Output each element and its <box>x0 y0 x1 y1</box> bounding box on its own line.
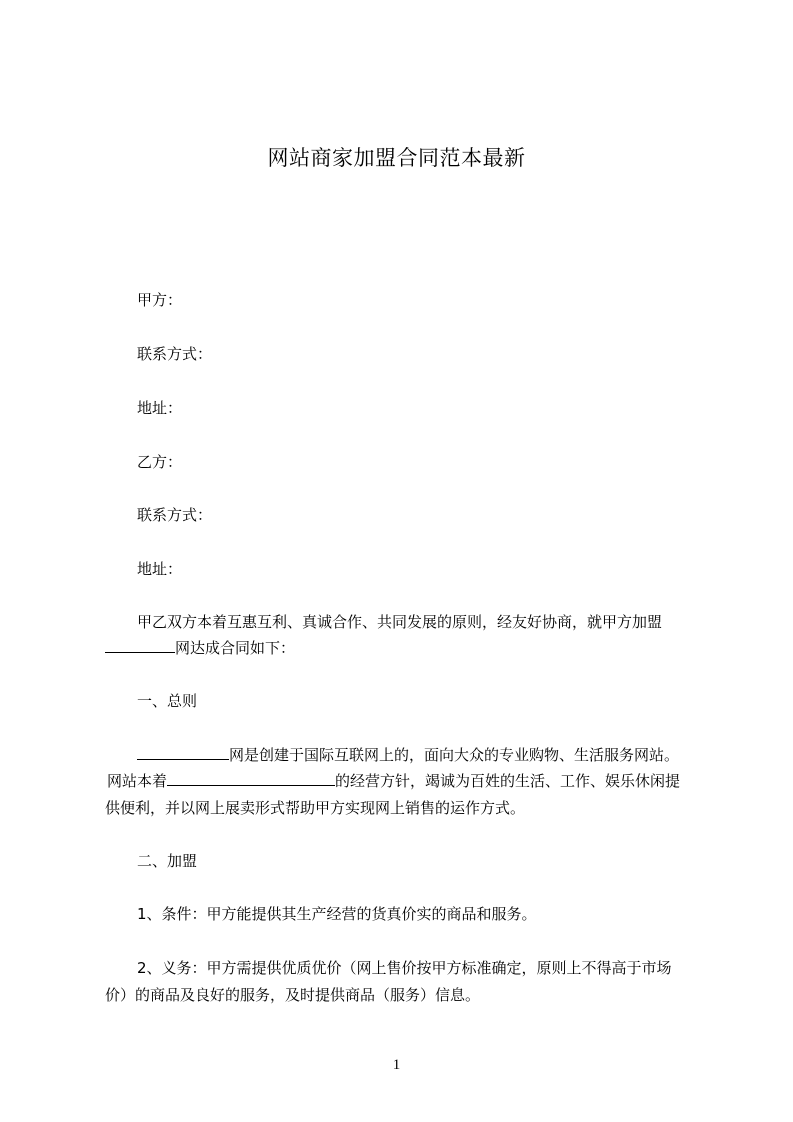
blank-field <box>105 638 175 653</box>
party-a-label: 甲方： <box>137 291 183 309</box>
section-1-line-1-text: 网是创建于国际互联网上的，面向大众的专业购物、生活服务网站。 <box>229 746 680 764</box>
section-1-heading: 一、总则 <box>137 692 198 710</box>
section-1-line-3: 供便利，并以网上展卖形式帮助甲方实现网上销售的运作方式。 <box>105 799 526 817</box>
party-b-label: 乙方： <box>137 453 183 471</box>
section-2-heading: 二、加盟 <box>137 852 198 870</box>
section-1-line-2-prefix: 网站本着 <box>107 772 168 790</box>
section-1-line-2-suffix: 的经营方针，竭诚为百姓的生活、工作、娱乐休闲提 <box>335 772 681 790</box>
intro-line-2-text: 网达成合同如下： <box>175 639 296 657</box>
section-2-item-1: 1、条件：甲方能提供其生产经营的货真价实的商品和服务。 <box>137 905 537 923</box>
intro-line-2 <box>105 638 295 658</box>
party-a-contact-label: 联系方式： <box>137 345 213 363</box>
page-number: 1 <box>392 1057 401 1073</box>
party-b-address-label: 地址： <box>137 560 183 578</box>
party-a-address-label: 地址： <box>137 399 183 417</box>
section-1-line-2 <box>107 771 680 791</box>
blank-field <box>167 771 335 786</box>
section-1-line-1 <box>137 745 679 765</box>
blank-field <box>137 745 229 760</box>
section-2-item-2-line-1: 2、义务：甲方需提供优质优价（网上售价按甲方标准确定，原则上不得高于市场 <box>137 959 672 977</box>
intro-line-1: 甲乙双方本着互惠互利、真诚合作、共同发展的原则，经友好协商，就甲方加盟 <box>137 613 663 631</box>
party-b-contact-label: 联系方式： <box>137 506 213 524</box>
document-title: 网站商家加盟合同范本最新 <box>267 146 526 170</box>
section-2-item-2-line-2: 价）的商品及良好的服务，及时提供商品（服务）信息。 <box>105 986 481 1004</box>
